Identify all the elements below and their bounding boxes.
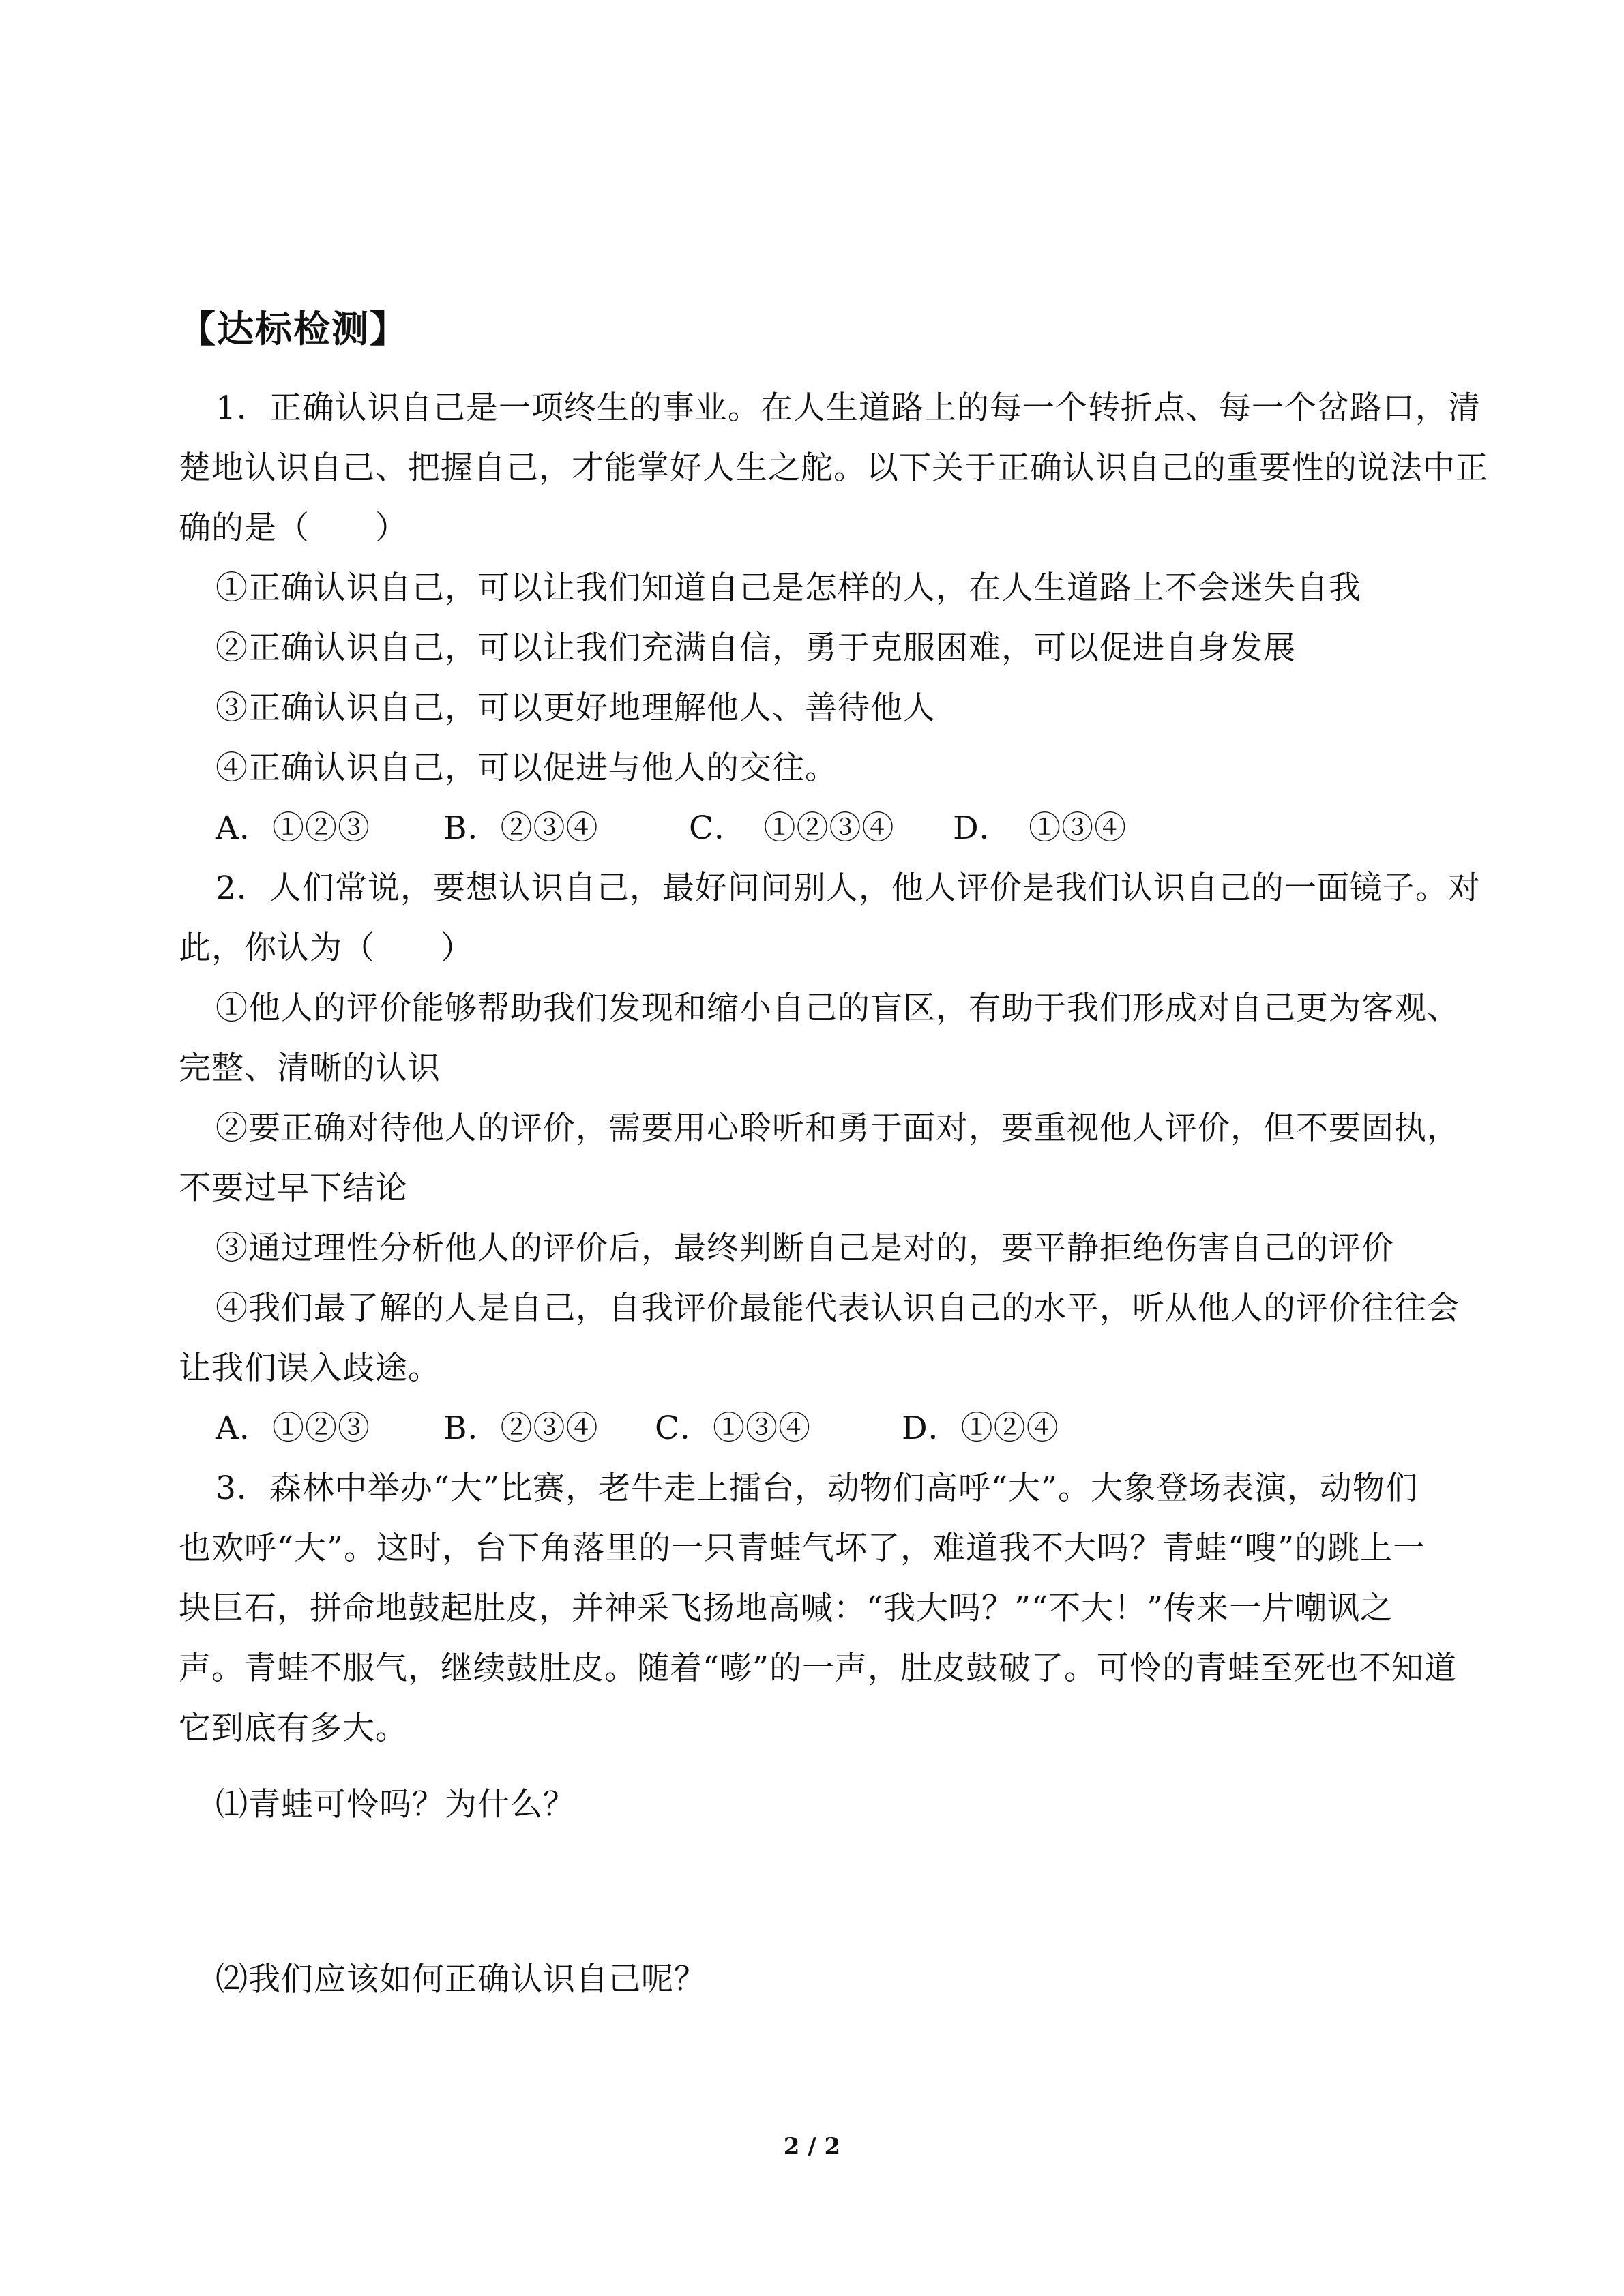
q2-stem-line-1: 2．人们常说，要想认识自己，最好问问别人，他人评价是我们认识自己的一面镜子。对	[216, 869, 1481, 907]
q3-subquestion-1: ⑴青蛙可怜吗？为什么？	[216, 1786, 576, 1823]
q1-statement-1: ①正确认识自己，可以让我们知道自己是怎样的人，在人生道路上不会迷失自我	[216, 569, 1361, 607]
page-number: 2 / 2	[783, 2133, 841, 2160]
q1-stem-line-1: 1．正确认识自己是一项终生的事业。在人生道路上的每一个转折点、每一个岔路口，清	[216, 389, 1481, 427]
q3-subquestion-2: ⑵我们应该如何正确认识自己呢？	[216, 1960, 707, 1998]
q1-option-a: A．①②③	[216, 809, 370, 847]
q3-stem-line-2: 也欢呼“大”。这时，台下角落里的一只青蛙气坏了，难道我不大吗？青蛙“嗖”的跳上一	[179, 1530, 1426, 1567]
q2-option-a: A．①②③	[216, 1410, 370, 1447]
q2-statement-3: ③通过理性分析他人的评价后，最终判断自己是对的，要平静拒绝伤害自己的评价	[216, 1229, 1394, 1267]
q3-stem-line-3: 块巨石，拼命地鼓起肚皮，并神采飞扬地高喊：“我大吗？”“不大！”传来一片嘲讽之	[179, 1590, 1393, 1627]
q3-stem-line-1: 3．森林中举办“大”比赛，老牛走上擂台，动物们高呼“大”。大象登场表演，动物们	[216, 1470, 1419, 1507]
q1-option-d: D． ①③④	[953, 809, 1127, 847]
q2-statement-4-line-1: ④我们最了解的人是自己，自我评价最能代表认识自己的水平，听从他人的评价往往会	[216, 1289, 1460, 1327]
q2-statement-2-line-1: ②要正确对待他人的评价，需要用心聆听和勇于面对，要重视他人评价，但不要固执，	[216, 1109, 1460, 1147]
q2-statement-4-line-2: 让我们误入歧途。	[179, 1350, 441, 1387]
q2-statement-1-line-2: 完整、清晰的认识	[179, 1049, 441, 1087]
q2-stem-line-2: 此，你认为（ ）	[179, 929, 473, 967]
q3-stem-line-5: 它到底有多大。	[179, 1710, 408, 1747]
section-title: 【达标检测】	[179, 308, 408, 351]
q1-stem-line-2: 楚地认识自己、把握自己，才能掌好人生之舵。以下关于正确认识自己的重要性的说法中正	[179, 449, 1488, 487]
q3-stem-line-4: 声。青蛙不服气，继续鼓肚皮。随着“嘭”的一声，肚皮鼓破了。可怜的青蛙至死也不知道	[179, 1650, 1458, 1687]
q2-statement-2-line-2: 不要过早下结论	[179, 1169, 408, 1207]
q1-option-b: B．②③④	[443, 809, 599, 847]
q1-option-c: C． ①②③④	[689, 809, 895, 847]
q1-statement-4: ④正确认识自己，可以促进与他人的交往。	[216, 749, 838, 787]
q1-statement-3: ③正确认识自己，可以更好地理解他人、善待他人	[216, 689, 936, 727]
q2-statement-1-line-1: ①他人的评价能够帮助我们发现和缩小自己的盲区，有助于我们形成对自己更为客观、	[216, 989, 1460, 1027]
q2-option-b: B．②③④	[443, 1410, 599, 1447]
q1-statement-2: ②正确认识自己，可以让我们充满自信，勇于克服困难，可以促进自身发展	[216, 629, 1296, 667]
q2-option-c: C．①③④	[655, 1410, 811, 1447]
q1-stem-line-3: 确的是（ ）	[179, 509, 408, 547]
q2-option-d: D．①②④	[902, 1410, 1059, 1447]
